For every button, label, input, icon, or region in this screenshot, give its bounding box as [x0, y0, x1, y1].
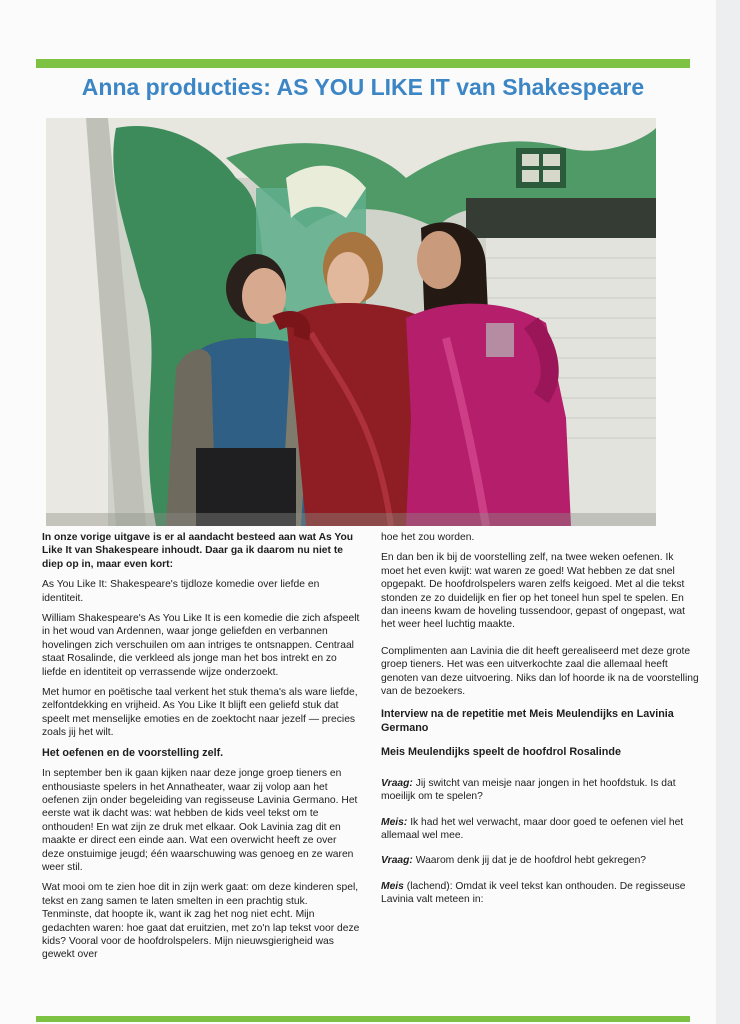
- article-title: Anna producties: AS YOU LIKE IT van Shakespeare: [81, 74, 645, 100]
- interview-text: Jij switcht van meisje naar jongen in het hoofdstuk. Is dat moeilijk om te spelen?: [381, 777, 676, 803]
- speaker-label: Meis: [381, 880, 404, 892]
- left-column: [42, 531, 360, 969]
- interview-heading: Interview na de repetitie met Meis Meulendijks en Lavinia Germano: [381, 708, 674, 734]
- role-heading: Meis Meulendijks speelt de hoofdrol Rosalinde: [381, 746, 621, 759]
- speaker-label: Meis:: [381, 816, 408, 828]
- paragraph: En dan ben ik bij de voorstelling zelf, na twee weken oefenen. Ik moet het even kwijt: wat waren ze goed! Wat hebben ze dat snel opgepakt. De hoofdrolspelers waren zelfs keigoed. Met al die tekst stonden ze zo duidelijk en fier op het toneel hun spel te spelen. En dan ineens kwam de hoveling tussendoor, gepast of ongepast, wat het weer heel luchtig maakte.: [381, 552, 685, 631]
- stage-photo-icon: [46, 118, 656, 526]
- paragraph: Wat mooi om te zien hoe dit in zijn werk gaat: om deze kinderen spel, tekst en zang samen te laten smelten in een prachtig stuk. Tenminste, dat hoopte ik, want ik zag het nog niet echt. Mijn gedachten waren: hoe gaat dat eruitzien, met zo'n lap tekst voor deze kids? Vooral voor de hoofdrolspelers. Mijn nieuwsgierigheid was gewekt over: [42, 882, 360, 961]
- section-heading: Het oefenen en de voorstelling zelf.: [42, 746, 224, 759]
- paragraph: Met humor en poëtische taal verkent het stuk thema's als ware liefde, zelfontdekking en vrijheid. As You Like It blijft een geliefd stuk dat speelt met menselijke emoties en de zoektocht naar jezelf — precies zoals jij het wilt.: [42, 687, 358, 739]
- bottom-green-rule: [36, 1016, 690, 1022]
- paragraph: Complimenten aan Lavinia die dit heeft gerealiseerd met deze grote groep tieners. Het was een uitverkochte zaal die allemaal heeft genoten van deze uitvoering. Niks dan lof hoorde ik na de voorstelling van de bezoekers.: [381, 645, 699, 698]
- paragraph: In september ben ik gaan kijken naar deze jonge groep tieners en enthousiaste spelers in het Annatheater, waar zij volop aan het oefenen zijn onder begeleiding van regisseuse Lavinia Germano. Het eerste wat ik dacht was: wat hebben de kids veel tekst om te onthouden! En wat zijn ze druk met elkaar. Ook Lavinia zag dit en maakte er direct een einde aan. Wat een overwicht heeft ze over deze onstuimige jeugd; één waarschuwing was genoeg en ze waren weer stil.: [42, 768, 358, 873]
- interview-line: [381, 777, 699, 804]
- lead-paragraph: In onze vorige uitgave is er al aandacht besteed aan wat As You Like It van Shakespeare inhoudt. Daar ga ik daarom nu niet te diep op in, maar even kort:: [42, 532, 354, 570]
- interview-line: [381, 854, 699, 867]
- speaker-label: Vraag:: [381, 855, 413, 867]
- top-green-rule: [36, 59, 690, 68]
- page-edge: [716, 0, 740, 1024]
- paragraph: hoe het zou worden.: [381, 532, 475, 543]
- speaker-label: Vraag:: [381, 777, 413, 789]
- interview-text: Ik had het wel verwacht, maar door goed te oefenen viel het allemaal wel mee.: [381, 816, 684, 841]
- paragraph: As You Like It: Shakespeare's tijdloze komedie over liefde en identiteit.: [42, 579, 320, 604]
- right-column: [381, 531, 699, 919]
- interview-line: [381, 816, 699, 843]
- paragraph: William Shakespeare's As You Like It is een komedie die zich afspeelt in het woud van Ardennen, waar jonge geliefden en verbannen hovelingen zich verschuilen om aan intriges te ontsnappen. Centraal staat Rosalinde, die verkleed als jonge man het bos intrekt en zo liefde en identiteit op verrassende wijze onderzoekt.: [42, 613, 360, 678]
- interview-text: Waarom denk jij dat je de hoofdrol hebt gekregen?: [412, 855, 647, 867]
- stage-photo: [46, 118, 656, 526]
- interview-line: [381, 880, 699, 907]
- interview-text: (lachend): Omdat ik veel tekst kan onthouden. De regisseuse Lavinia valt meteen in:: [381, 880, 686, 906]
